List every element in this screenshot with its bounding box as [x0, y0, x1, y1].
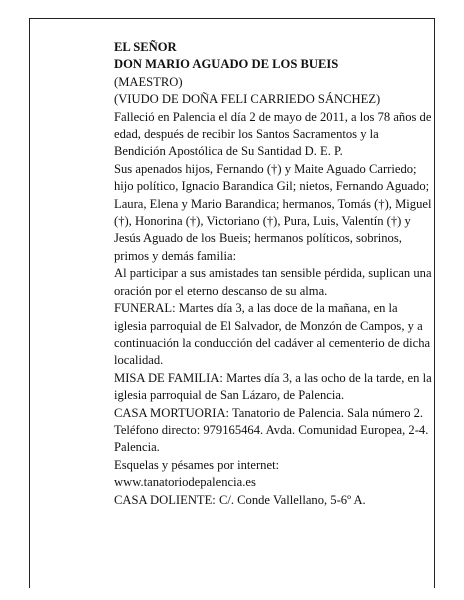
- notice-family-paragraph: Sus apenados hijos, Fernando (†) y Maite Aguado Carriedo; hijo político, Ignacio Barandica Gil; nietos, Fernando Aguado; Laura, Elena y Mario Barandica; hermanos, Tomás (†), Miguel (†), Honorina (†), Victoriano (†), Pura, Luis, Valentín (†) y Jesús Aguado de los Bueis; hermanos políticos, sobrinos, primos y demás familia:: [114, 161, 432, 263]
- notice-title-name: DON MARIO AGUADO DE LOS BUEIS: [114, 57, 339, 72]
- notice-online-label: Esquelas y pésames por internet:: [114, 457, 280, 472]
- notice-funeral-paragraph: FUNERAL: Martes día 3, a las doce de la mañana, en la iglesia parroquial de El Salvador, de Monzón de Campos, y a continuación la conducción del cadáver al cementerio de dicha localidad.: [114, 301, 431, 368]
- obituary-notice: [114, 39, 432, 509]
- notice-profession: (MAESTRO): [114, 74, 183, 89]
- notice-title-line1: EL SEÑOR: [114, 40, 177, 54]
- notice-death-paragraph: Falleció en Palencia el día 2 de mayo de 2011, a los 78 años de edad, después de recibir los Santos Sacramentos y la Bendición Apostólica de Su Santidad D. E. P.: [114, 109, 432, 159]
- notice-mortuary-paragraph: CASA MORTUORIA: Tanatorio de Palencia. Sala número 2. Teléfono directo: 979165464. Avda. Comunidad Europea, 2-4. Palencia.: [114, 405, 429, 455]
- notice-home-address: CASA DOLIENTE: C/. Conde Vallellano, 5-6º A.: [114, 492, 366, 507]
- notice-spouse: (VIUDO DE DOÑA FELI CARRIEDO SÁNCHEZ): [114, 92, 381, 107]
- notice-request-paragraph: Al participar a sus amistades tan sensible pérdida, suplican una oración por el eterno descanso de su alma.: [114, 266, 432, 298]
- notice-mass-paragraph: MISA DE FAMILIA: Martes día 3, a las ocho de la tarde, en la iglesia parroquial de San Lázaro, de Palencia.: [114, 370, 432, 403]
- notice-online-url: www.tanatoriodepalencia.es: [114, 475, 256, 490]
